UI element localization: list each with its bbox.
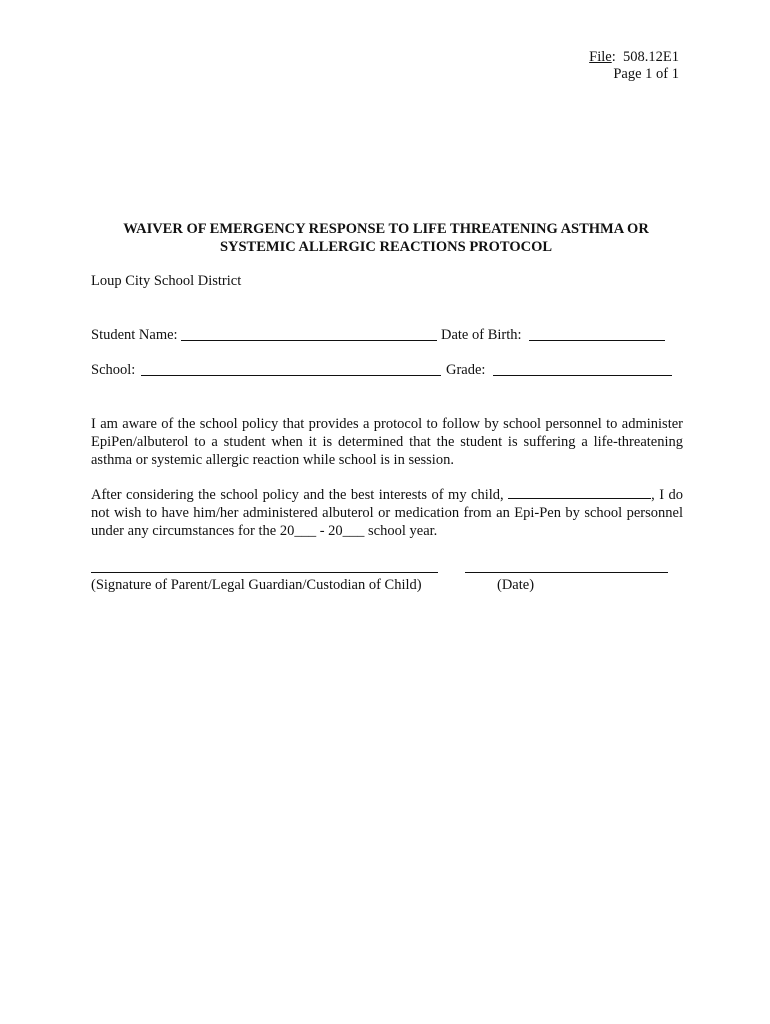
district-name: Loup City School District <box>91 273 242 289</box>
file-number: 508.12E1 <box>623 49 679 65</box>
school-field[interactable] <box>141 375 441 376</box>
dob-field[interactable] <box>529 340 665 341</box>
date-signature-field[interactable] <box>465 572 668 573</box>
date-signature-label: (Date) <box>497 577 535 593</box>
waiver-paragraph <box>91 486 683 540</box>
parent-signature-label: (Signature of Parent/Legal Guardian/Custodian of Child) <box>91 577 422 593</box>
grade-label: Grade: <box>446 362 486 378</box>
grade-field[interactable] <box>493 375 672 376</box>
waiver-text-part-2: , I do not wish to have him/her administered albuterol or medication from an Epi-Pen by school personnel under any circumstances for the 20___ - 20___ school year. <box>91 487 683 539</box>
student-name-label: Student Name: <box>91 327 178 343</box>
file-header <box>589 49 679 83</box>
title-line-2: SYSTEMIC ALLERGIC REACTIONS PROTOCOL <box>219 239 553 255</box>
policy-awareness-paragraph: I am aware of the school policy that provides a protocol to follow by school personnel to administer EpiPen/albuterol to a student when it is determined that the student is suffering a life-threatening asthma or systemic allergic reaction while school is in session. <box>91 416 683 468</box>
title-line-1: WAIVER OF EMERGENCY RESPONSE TO LIFE THREATENING ASTHMA OR <box>123 221 649 237</box>
parent-signature-field[interactable] <box>91 572 438 573</box>
file-reference: File: 508.12E1 <box>589 49 679 65</box>
document-title <box>90 220 682 256</box>
page-info: Page 1 of 1 <box>613 66 679 82</box>
school-label: School: <box>91 362 136 378</box>
dob-label: Date of Birth: <box>441 327 522 343</box>
child-name-field[interactable] <box>508 486 651 499</box>
file-label: File <box>589 49 612 65</box>
waiver-text-part-1: After considering the school policy and the best interests of my child, <box>91 487 504 503</box>
student-name-field[interactable] <box>181 340 437 341</box>
